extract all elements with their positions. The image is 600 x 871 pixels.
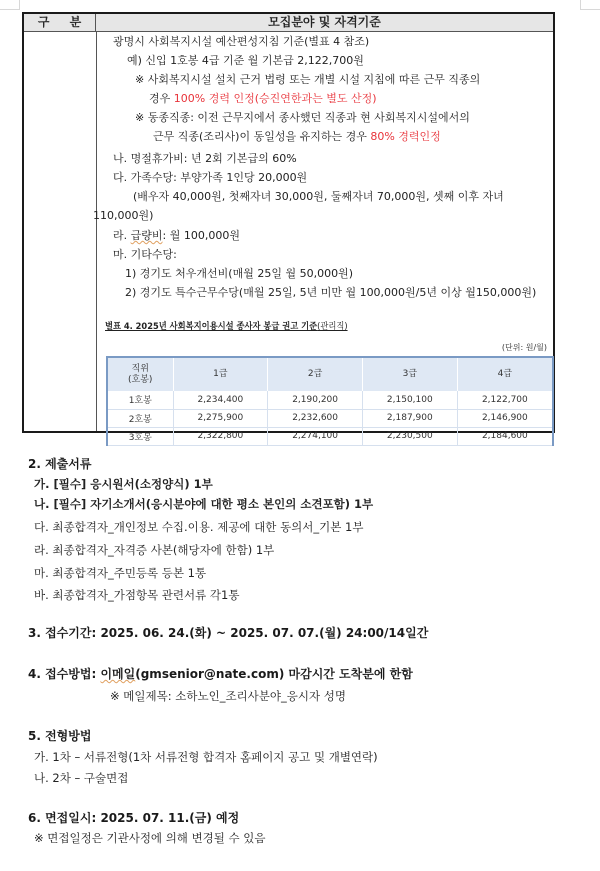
salary-table bbox=[106, 356, 554, 446]
document-item-3: 다. 최종합격자_개인정보 수집.이용. 제공에 대한 동의서_기본 1부 bbox=[34, 520, 364, 534]
document-item-4: 라. 최종합격자_자격증 사본(해당자에 한함) 1부 bbox=[34, 543, 275, 557]
selection-step-1: 가. 1차 – 서류전형(1차 서류전형 합격자 홈페이지 공고 및 개별연락) bbox=[34, 750, 378, 764]
criteria-cell bbox=[93, 32, 553, 443]
header-criteria: 모집분야 및 자격기준 bbox=[268, 15, 381, 29]
career-recognition-line: 경우 100% 경력 인정(승진연한과는 별도 산정) bbox=[149, 92, 377, 105]
header-grade-3: 3급 bbox=[362, 357, 457, 391]
application-email: (gmsenior@nate.com) 마감시간 도착분에 한함 bbox=[135, 667, 413, 681]
career-100-highlight: 100% 경력 인정(승진연한과는 별도 산정) bbox=[173, 92, 377, 105]
career-80-highlight: 80% 경력인정 bbox=[370, 130, 441, 143]
page-corner-mark-right bbox=[580, 0, 600, 10]
document-item-1: 가. [필수] 응시원서(소정양식) 1부 bbox=[34, 477, 213, 491]
section-application-method: 4. 접수방법: 이메일(gmsenior@nate.com) 마감시간 도착분에 한함 bbox=[28, 667, 413, 681]
treatment-improvement-line: 1) 경기도 처우개선비(매월 25일 월 50,000원) bbox=[125, 267, 353, 280]
header-grade-4: 4급 bbox=[457, 357, 553, 391]
recruitment-criteria-table bbox=[22, 12, 555, 443]
same-occupation-line: ※ 동종직종: 이전 근무지에서 종사했던 직종과 현 사회복지시설에서의 bbox=[135, 111, 470, 124]
application-period-value: 2025. 06. 24.(화) ~ 2025. 07. 07.(월) 24:00/14일간 bbox=[100, 626, 429, 640]
other-allowance-line: 마. 기타수당: bbox=[113, 248, 177, 261]
family-allowance-line: 다. 가족수당: 부양가족 1인당 20,000원 bbox=[113, 171, 308, 184]
special-duty-allowance-line: 2) 경기도 특수근무수당(매월 25일, 5년 미만 월 100,000원/5년 이상 월150,000원) bbox=[125, 286, 537, 299]
page-corner-mark-left bbox=[0, 0, 20, 10]
spellcheck-word-email: 이메일 bbox=[100, 667, 136, 681]
meal-allowance-line: 라. 급량비: 월 100,000원 bbox=[113, 229, 240, 242]
header-grade-1: 1급 bbox=[173, 357, 268, 391]
document-item-2: 나. [필수] 자기소개서(응시분야에 대한 평소 본인의 소견포함) 1부 bbox=[34, 497, 374, 511]
selection-step-2: 나. 2차 – 구술면접 bbox=[34, 771, 129, 785]
header-category: 구 분 bbox=[24, 14, 96, 32]
salary-table-header-row bbox=[107, 357, 553, 391]
holiday-bonus-line: 나. 명절휴가비: 년 2회 기본급의 60% bbox=[113, 152, 297, 165]
example-salary-line: 예) 신입 1호봉 4급 기준 월 기본급 2,122,700원 bbox=[127, 54, 364, 67]
section-interview-date: 6. 면접일시: 2025. 07. 11.(금) 예정 bbox=[28, 811, 240, 825]
salary-table-caption: 별표 4. 2025년 사회복지이용시설 종사자 봉급 권고 기준(관리직) bbox=[105, 322, 348, 332]
family-allowance-detail-line: (배우자 40,000원, 첫째자녀 30,000원, 둘째자녀 70,000원, 셋째 이후 자녀 bbox=[133, 190, 504, 203]
document-item-6: 바. 최종합격자_가점항목 관련서류 각1통 bbox=[34, 588, 240, 602]
table-row: 3호봉 2,322,800 2,274,100 2,230,500 2,184,600 bbox=[107, 427, 553, 445]
header-position: 직위 (호봉) bbox=[107, 357, 173, 391]
career-note-line: ※ 사회복지시설 설치 근거 법령 또는 개별 시설 지침에 따른 근무 직종의 bbox=[135, 73, 481, 86]
interview-schedule-note: ※ 면접일정은 기관사정에 의해 변경될 수 있음 bbox=[34, 831, 266, 845]
table-header-row bbox=[24, 14, 553, 32]
interview-date-value: 2025. 07. 11.(금) 예정 bbox=[100, 811, 240, 825]
salary-table-unit: (단위: 원/월) bbox=[501, 343, 547, 352]
email-subject-note: ※ 메일제목: 소하노인_조리사분야_응시자 성명 bbox=[110, 689, 346, 703]
header-grade-2: 2급 bbox=[268, 357, 363, 391]
table-row: 2호봉 2,275,900 2,232,600 2,187,900 2,146,900 bbox=[107, 409, 553, 427]
same-occupation-recognition-line: 근무 직종(조리사)이 동일성을 유지하는 경우 80% 경력인정 bbox=[153, 130, 441, 143]
section-selection-method-title: 5. 전형방법 bbox=[28, 729, 92, 743]
document-item-5: 마. 최종합격자_주민등록 등본 1통 bbox=[34, 566, 207, 580]
family-allowance-detail-cont: 110,000원) bbox=[93, 209, 154, 222]
section-application-period: 3. 접수기간: 2025. 06. 24.(화) ~ 2025. 07. 07.(월) 24:00/14일간 bbox=[28, 626, 429, 640]
section-documents-title: 2. 제출서류 bbox=[28, 457, 92, 471]
budget-guideline-line: 광명시 사회복지시설 예산편성지침 기준(별표 4 참조) bbox=[113, 35, 370, 48]
spellcheck-word: 급량비 bbox=[130, 229, 163, 242]
table-row: 1호봉 2,234,400 2,190,200 2,150,100 2,122,700 bbox=[107, 391, 553, 409]
